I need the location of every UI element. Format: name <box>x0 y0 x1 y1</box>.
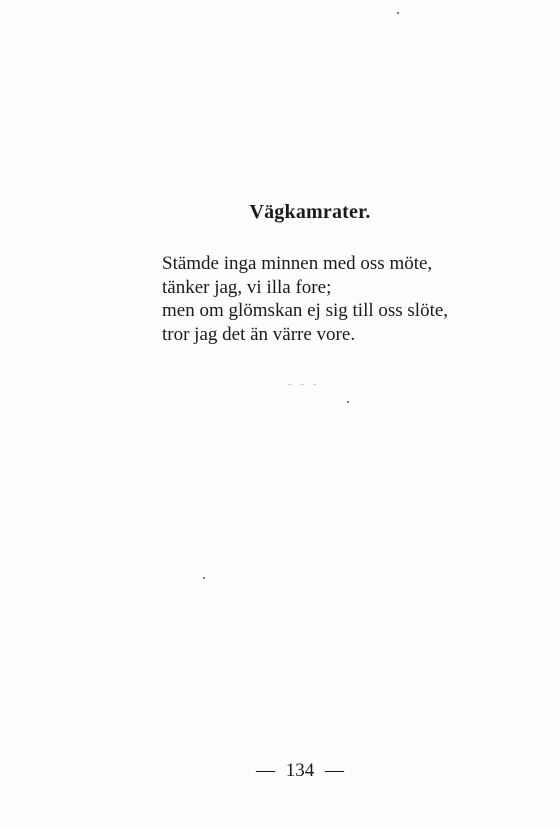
poem-stanza <box>162 252 448 346</box>
poem-line: tänker jag, vi illa fore; <box>162 276 332 298</box>
faint-ornament-marks: - - - <box>288 378 320 390</box>
poem-line: men om glömskan ej sig till oss slöte, <box>162 300 449 321</box>
poem-title: Vägkamrater. <box>249 201 371 223</box>
print-speck <box>347 401 349 403</box>
poem-line: tror jag det än värre vore. <box>162 323 356 345</box>
print-speck <box>203 577 205 579</box>
print-speck <box>397 12 399 14</box>
page-number-value: 134 <box>285 760 315 781</box>
page-number <box>0 760 560 782</box>
page-number-dash-left: — <box>256 760 275 781</box>
page-number-dash-right: — <box>325 760 344 781</box>
poem-line: Stämde inga minnen med oss möte, <box>162 253 433 274</box>
